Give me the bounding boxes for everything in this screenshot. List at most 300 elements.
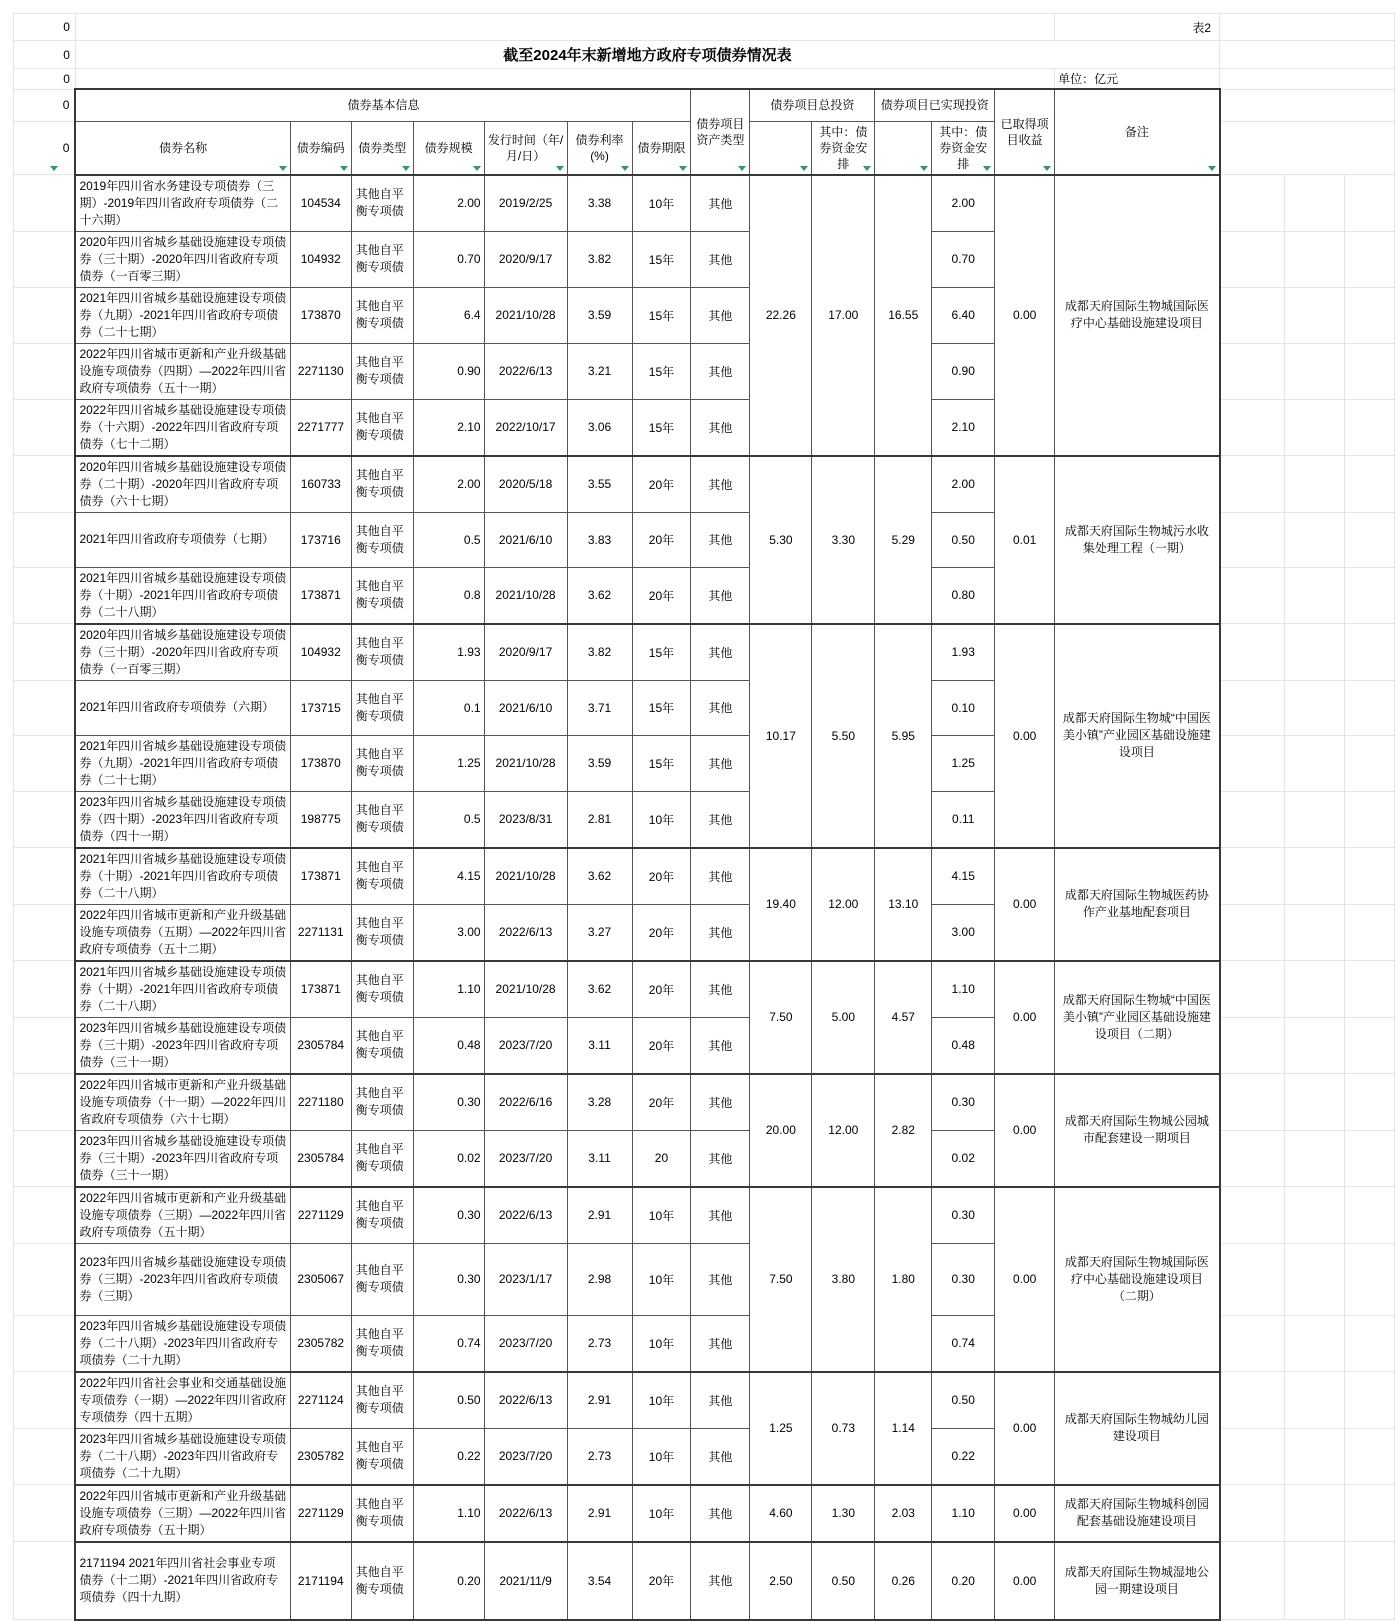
cell-issue-date[interactable]: 2019/2/25 — [484, 175, 567, 232]
cell-bond-type[interactable]: 其他自平衡专项债 — [351, 791, 413, 848]
cell-realized-bond-arrangement[interactable]: 0.50 — [932, 1372, 995, 1429]
filter-icon[interactable] — [50, 166, 58, 171]
cell-bond-rate[interactable]: 3.82 — [567, 624, 632, 681]
cell-bond-name[interactable]: 2021年四川省城乡基础设施建设专项债券（十期）-2021年四川省政府专项债券（二十八期） — [75, 567, 290, 624]
filter-icon[interactable] — [738, 166, 746, 171]
cell-bond-type[interactable]: 其他自平衡专项债 — [351, 624, 413, 681]
cell-total-bond-arrangement[interactable]: 12.00 — [812, 1074, 875, 1187]
cell-bond-term[interactable]: 10年 — [632, 791, 691, 848]
cell-realized-bond-arrangement[interactable]: 1.10 — [932, 961, 995, 1018]
cell-bond-name[interactable]: 2023年四川省城乡基础设施建设专项债券（二十八期）-2023年四川省政府专项债券（二十九期） — [75, 1315, 290, 1372]
cell-bond-scale[interactable]: 0.30 — [413, 1243, 484, 1315]
cell-bond-name[interactable]: 2019年四川省水务建设专项债券（三期）-2019年四川省政府专项债券（二十六期） — [75, 175, 290, 232]
cell-bond-rate[interactable]: 3.71 — [567, 680, 632, 735]
cell-asset-type[interactable]: 其他 — [691, 1485, 750, 1542]
cell-bond-rate[interactable]: 3.59 — [567, 287, 632, 343]
cell-bond-rate[interactable]: 2.73 — [567, 1315, 632, 1372]
cell-bond-scale[interactable]: 2.00 — [413, 456, 484, 513]
cell-realized-bond-arrangement[interactable]: 2.10 — [932, 399, 995, 456]
filter-icon[interactable] — [800, 166, 808, 171]
cell-bond-name[interactable]: 2022年四川省社会事业和交通基础设施专项债券（一期）—2022年四川省政府专项债券（四十五期） — [75, 1372, 290, 1429]
cell-bond-code[interactable]: 2305784 — [290, 1017, 351, 1074]
cell-bond-code[interactable]: 198775 — [290, 791, 351, 848]
cell-bond-term[interactable]: 15年 — [632, 399, 691, 456]
cell-realized-investment[interactable]: 16.55 — [875, 175, 932, 456]
cell-bond-name[interactable]: 2022年四川省城市更新和产业升级基础设施专项债券（三期）—2022年四川省政府专项债券（五十期） — [75, 1187, 290, 1244]
cell-bond-name[interactable]: 2023年四川省城乡基础设施建设专项债券（二十八期）-2023年四川省政府专项债券（二十九期） — [75, 1428, 290, 1485]
cell-bond-name[interactable]: 2021年四川省政府专项债券（七期） — [75, 512, 290, 567]
cell-issue-date[interactable]: 2022/6/13 — [484, 343, 567, 399]
cell-asset-type[interactable]: 其他 — [691, 791, 750, 848]
cell-realized-bond-arrangement[interactable]: 0.48 — [932, 1017, 995, 1074]
cell-bond-code[interactable]: 173715 — [290, 680, 351, 735]
cell-total-investment[interactable]: 20.00 — [750, 1074, 812, 1187]
cell-bond-name[interactable]: 2023年四川省城乡基础设施建设专项债券（四十期）-2023年四川省政府专项债券（四十一期） — [75, 791, 290, 848]
cell-asset-type[interactable]: 其他 — [691, 1130, 750, 1187]
cell-bond-scale[interactable]: 0.1 — [413, 680, 484, 735]
cell-realized-bond-arrangement[interactable]: 0.02 — [932, 1130, 995, 1187]
cell-bond-name[interactable]: 2021年四川省政府专项债券（六期） — [75, 680, 290, 735]
filter-icon[interactable] — [621, 166, 629, 171]
cell-bond-code[interactable]: 2271129 — [290, 1485, 351, 1542]
cell-asset-type[interactable]: 其他 — [691, 175, 750, 232]
cell-realized-investment[interactable]: 5.29 — [875, 456, 932, 624]
cell-total-bond-arrangement[interactable]: 12.00 — [812, 848, 875, 961]
cell-bond-term[interactable]: 15年 — [632, 231, 691, 287]
cell-bond-type[interactable]: 其他自平衡专项债 — [351, 961, 413, 1018]
cell-realized-bond-arrangement[interactable]: 1.93 — [932, 624, 995, 681]
cell-bond-name[interactable]: 2022年四川省城市更新和产业升级基础设施专项债券（三期）—2022年四川省政府专项债券（五十期） — [75, 1485, 290, 1542]
table-row — [14, 624, 1395, 681]
cell-remark[interactable]: 成都天府国际生物城公园城市配套建设一期项目 — [1055, 1074, 1220, 1187]
cell-realized-investment[interactable]: 2.82 — [875, 1074, 932, 1187]
cell-asset-type[interactable]: 其他 — [691, 1243, 750, 1315]
cell-bond-type[interactable]: 其他自平衡专项债 — [351, 1130, 413, 1187]
grid-cell-right — [1344, 904, 1394, 961]
cell-bond-type[interactable]: 其他自平衡专项债 — [351, 567, 413, 624]
cell-realized-bond-arrangement[interactable]: 0.11 — [932, 791, 995, 848]
cell-bond-rate[interactable]: 3.28 — [567, 1074, 632, 1131]
cell-bond-name[interactable]: 2022年四川省城乡基础设施建设专项债券（十六期）-2022年四川省政府专项债券（七十二期） — [75, 399, 290, 456]
cell-bond-scale[interactable]: 0.22 — [413, 1428, 484, 1485]
cell-bond-type[interactable]: 其他自平衡专项债 — [351, 287, 413, 343]
cell-bond-scale[interactable]: 0.5 — [413, 791, 484, 848]
cell-issue-date[interactable]: 2022/6/13 — [484, 1485, 567, 1542]
cell-bond-scale[interactable]: 1.93 — [413, 624, 484, 681]
cell-asset-type[interactable]: 其他 — [691, 680, 750, 735]
cell-bond-type[interactable]: 其他自平衡专项债 — [351, 1243, 413, 1315]
cell-asset-type[interactable]: 其他 — [691, 1187, 750, 1244]
cell-bond-code[interactable]: 2305782 — [290, 1315, 351, 1372]
cell-realized-bond-arrangement[interactable]: 3.00 — [932, 904, 995, 961]
cell-asset-type[interactable]: 其他 — [691, 231, 750, 287]
cell-bond-code[interactable]: 173716 — [290, 512, 351, 567]
cell-issue-date[interactable]: 2023/7/20 — [484, 1130, 567, 1187]
cell-bond-rate[interactable]: 2.91 — [567, 1372, 632, 1429]
cell-issue-date[interactable]: 2022/6/13 — [484, 904, 567, 961]
cell-bond-name[interactable]: 2022年四川省城市更新和产业升级基础设施专项债券（五期）—2022年四川省政府专项债券（五十二期） — [75, 904, 290, 961]
cell-bond-code[interactable]: 2171194 — [290, 1542, 351, 1620]
cell-bond-name[interactable]: 2022年四川省城市更新和产业升级基础设施专项债券（四期）—2022年四川省政府专项债券（五十一期） — [75, 343, 290, 399]
cell-bond-name[interactable]: 2023年四川省城乡基础设施建设专项债券（三期）-2023年四川省政府专项债券（三期） — [75, 1243, 290, 1315]
cell-issue-date[interactable]: 2022/6/13 — [484, 1372, 567, 1429]
cell-bond-scale[interactable]: 1.25 — [413, 735, 484, 791]
cell-realized-bond-arrangement[interactable]: 1.25 — [932, 735, 995, 791]
cell-bond-term[interactable]: 20年 — [632, 567, 691, 624]
cell-realized-bond-arrangement[interactable]: 0.70 — [932, 231, 995, 287]
cell-total-bond-arrangement[interactable]: 0.73 — [812, 1372, 875, 1485]
cell-bond-term[interactable]: 20年 — [632, 1017, 691, 1074]
cell-realized-investment[interactable]: 1.80 — [875, 1187, 932, 1372]
cell-issue-date[interactable]: 2022/6/13 — [484, 1187, 567, 1244]
filter-icon[interactable] — [679, 166, 687, 171]
cell-issue-date[interactable]: 2021/10/28 — [484, 961, 567, 1018]
cell-total-investment[interactable]: 10.17 — [750, 624, 812, 848]
cell-realized-bond-arrangement[interactable]: 0.10 — [932, 680, 995, 735]
cell-total-investment[interactable]: 19.40 — [750, 848, 812, 961]
cell-bond-scale[interactable]: 2.00 — [413, 175, 484, 232]
cell-asset-type[interactable]: 其他 — [691, 456, 750, 513]
cell-total-investment[interactable]: 1.25 — [750, 1372, 812, 1485]
filter-icon[interactable] — [556, 166, 564, 171]
cell-asset-type[interactable]: 其他 — [691, 1017, 750, 1074]
cell-project-income[interactable]: 0.00 — [995, 848, 1055, 961]
cell-bond-scale[interactable]: 2.10 — [413, 399, 484, 456]
cell-total-bond-arrangement[interactable]: 5.50 — [812, 624, 875, 848]
cell-bond-term[interactable]: 20年 — [632, 1074, 691, 1131]
cell-bond-code[interactable]: 2271131 — [290, 904, 351, 961]
cell-bond-scale[interactable]: 0.30 — [413, 1074, 484, 1131]
cell-project-income[interactable]: 0.00 — [995, 961, 1055, 1074]
cell-total-investment[interactable]: 4.60 — [750, 1485, 812, 1542]
cell-bond-type[interactable]: 其他自平衡专项债 — [351, 399, 413, 456]
filter-icon[interactable] — [1043, 166, 1051, 171]
cell-issue-date[interactable]: 2023/1/17 — [484, 1243, 567, 1315]
cell-bond-type[interactable]: 其他自平衡专项债 — [351, 1485, 413, 1542]
cell-realized-bond-arrangement[interactable]: 6.40 — [932, 287, 995, 343]
cell-bond-term[interactable]: 10年 — [632, 1243, 691, 1315]
cell-bond-type[interactable]: 其他自平衡专项债 — [351, 680, 413, 735]
cell-total-bond-arrangement[interactable]: 0.50 — [812, 1542, 875, 1620]
cell-bond-term[interactable]: 10年 — [632, 175, 691, 232]
cell-issue-date[interactable]: 2023/8/31 — [484, 791, 567, 848]
cell-realized-bond-arrangement[interactable]: 2.00 — [932, 175, 995, 232]
cell-bond-type[interactable]: 其他自平衡专项债 — [351, 1372, 413, 1429]
cell-bond-scale[interactable]: 0.5 — [413, 512, 484, 567]
cell-asset-type[interactable]: 其他 — [691, 567, 750, 624]
cell-bond-name[interactable]: 2020年四川省城乡基础设施建设专项债券（三十期）-2020年四川省政府专项债券（一百零三期） — [75, 231, 290, 287]
cell-bond-type[interactable]: 其他自平衡专项债 — [351, 848, 413, 905]
cell-total-investment[interactable]: 7.50 — [750, 1187, 812, 1372]
cell-bond-rate[interactable]: 3.06 — [567, 399, 632, 456]
cell-bond-code[interactable]: 2305782 — [290, 1428, 351, 1485]
cell-issue-date[interactable]: 2023/7/20 — [484, 1017, 567, 1074]
cell-issue-date[interactable]: 2021/10/28 — [484, 848, 567, 905]
cell-project-income[interactable]: 0.01 — [995, 456, 1055, 624]
cell-bond-code[interactable]: 2271180 — [290, 1074, 351, 1131]
cell-project-income[interactable]: 0.00 — [995, 1485, 1055, 1542]
cell-bond-term[interactable]: 20年 — [632, 848, 691, 905]
cell-bond-code[interactable]: 2305784 — [290, 1130, 351, 1187]
cell-asset-type[interactable]: 其他 — [691, 1372, 750, 1429]
cell-bond-code[interactable]: 104932 — [290, 624, 351, 681]
cell-bond-type[interactable]: 其他自平衡专项债 — [351, 231, 413, 287]
cell-bond-rate[interactable]: 3.55 — [567, 456, 632, 513]
cell-remark[interactable]: 成都天府国际生物城“中国医美小镇”产业园区基础设施建设项目 — [1055, 624, 1220, 848]
cell-total-investment[interactable]: 22.26 — [750, 175, 812, 456]
cell-asset-type[interactable]: 其他 — [691, 343, 750, 399]
grid-cell-left — [14, 1187, 76, 1244]
cell-remark[interactable]: 成都天府国际生物城幼儿园建设项目 — [1055, 1372, 1220, 1485]
cell-bond-scale[interactable]: 0.30 — [413, 1187, 484, 1244]
cell-realized-bond-arrangement[interactable]: 0.30 — [932, 1074, 995, 1131]
cell-realized-investment[interactable]: 5.95 — [875, 624, 932, 848]
filter-icon[interactable] — [863, 166, 871, 171]
cell-realized-investment[interactable]: 2.03 — [875, 1485, 932, 1542]
cell-bond-term[interactable]: 15年 — [632, 343, 691, 399]
cell-bond-code[interactable]: 160733 — [290, 456, 351, 513]
cell-bond-scale[interactable]: 3.00 — [413, 904, 484, 961]
cell-bond-rate[interactable]: 2.91 — [567, 1485, 632, 1542]
cell-asset-type[interactable]: 其他 — [691, 735, 750, 791]
cell-issue-date[interactable]: 2021/11/9 — [484, 1542, 567, 1620]
cell-issue-date[interactable]: 2022/6/16 — [484, 1074, 567, 1131]
cell-bond-rate[interactable]: 3.38 — [567, 175, 632, 232]
cell-realized-investment[interactable]: 13.10 — [875, 848, 932, 961]
cell-bond-term[interactable]: 10年 — [632, 1372, 691, 1429]
grid-cell-right — [1344, 567, 1394, 624]
cell-bond-scale[interactable]: 0.74 — [413, 1315, 484, 1372]
cell-project-income[interactable]: 0.00 — [995, 1187, 1055, 1372]
cell-total-bond-arrangement[interactable]: 3.80 — [812, 1187, 875, 1372]
cell-bond-term[interactable]: 15年 — [632, 624, 691, 681]
cell-project-income[interactable]: 0.00 — [995, 1542, 1055, 1620]
cell-remark[interactable]: 成都天府国际生物城国际医疗中心基础设施建设项目 — [1055, 175, 1220, 456]
cell-bond-code[interactable]: 173870 — [290, 735, 351, 791]
cell-bond-type[interactable]: 其他自平衡专项债 — [351, 343, 413, 399]
cell-bond-rate[interactable]: 3.82 — [567, 231, 632, 287]
cell-bond-name[interactable]: 2021年四川省城乡基础设施建设专项债券（十期）-2021年四川省政府专项债券（二十八期） — [75, 961, 290, 1018]
filter-icon[interactable] — [983, 166, 991, 171]
cell-issue-date[interactable]: 2022/10/17 — [484, 399, 567, 456]
cell-project-income[interactable]: 0.00 — [995, 624, 1055, 848]
cell-bond-rate[interactable]: 2.73 — [567, 1428, 632, 1485]
cell-bond-scale[interactable]: 0.90 — [413, 343, 484, 399]
cell-asset-type[interactable]: 其他 — [691, 1428, 750, 1485]
cell-remark[interactable]: 成都天府国际生物城湿地公园一期建设项目 — [1055, 1542, 1220, 1620]
cell-bond-name[interactable]: 2021年四川省城乡基础设施建设专项债券（九期）-2021年四川省政府专项债券（二十七期） — [75, 287, 290, 343]
grid-cell-left — [14, 624, 76, 681]
cell-realized-bond-arrangement[interactable]: 0.90 — [932, 343, 995, 399]
cell-bond-rate[interactable]: 3.62 — [567, 961, 632, 1018]
cell-asset-type[interactable]: 其他 — [691, 1315, 750, 1372]
cell-realized-investment[interactable]: 0.26 — [875, 1542, 932, 1620]
cell-issue-date[interactable]: 2023/7/20 — [484, 1428, 567, 1485]
cell-bond-scale[interactable]: 1.10 — [413, 961, 484, 1018]
cell-asset-type[interactable]: 其他 — [691, 1074, 750, 1131]
cell-bond-name[interactable]: 2023年四川省城乡基础设施建设专项债券（三十期）-2023年四川省政府专项债券（三十一期） — [75, 1017, 290, 1074]
filter-icon[interactable] — [920, 166, 928, 171]
cell-total-investment[interactable]: 7.50 — [750, 961, 812, 1074]
cell-realized-bond-arrangement[interactable]: 0.30 — [932, 1187, 995, 1244]
cell-bond-term[interactable]: 20年 — [632, 512, 691, 567]
cell-asset-type[interactable]: 其他 — [691, 848, 750, 905]
cell-realized-bond-arrangement[interactable]: 4.15 — [932, 848, 995, 905]
cell-asset-type[interactable]: 其他 — [691, 399, 750, 456]
filter-icon[interactable] — [402, 166, 410, 171]
cell-remark[interactable]: 成都天府国际生物城污水收集处理工程（一期） — [1055, 456, 1220, 624]
cell-bond-term[interactable]: 10年 — [632, 1428, 691, 1485]
cell-bond-rate[interactable]: 3.59 — [567, 735, 632, 791]
cell-bond-term[interactable]: 15年 — [632, 287, 691, 343]
cell-asset-type[interactable]: 其他 — [691, 287, 750, 343]
cell-asset-type[interactable]: 其他 — [691, 624, 750, 681]
cell-realized-bond-arrangement[interactable]: 2.00 — [932, 456, 995, 513]
cell-total-bond-arrangement[interactable]: 3.30 — [812, 456, 875, 624]
cell-bond-type[interactable]: 其他自平衡专项债 — [351, 1428, 413, 1485]
cell-bond-term[interactable]: 20年 — [632, 1542, 691, 1620]
cell-bond-scale[interactable]: 0.48 — [413, 1017, 484, 1074]
cell-bond-name[interactable]: 2020年四川省城乡基础设施建设专项债券（三十期）-2020年四川省政府专项债券（一百零三期） — [75, 624, 290, 681]
cell-bond-rate[interactable]: 3.54 — [567, 1542, 632, 1620]
cell-bond-scale[interactable]: 0.70 — [413, 231, 484, 287]
cell-bond-type[interactable]: 其他自平衡专项债 — [351, 175, 413, 232]
cell-realized-bond-arrangement[interactable]: 0.74 — [932, 1315, 995, 1372]
cell-bond-term[interactable]: 20年 — [632, 904, 691, 961]
cell-bond-type[interactable]: 其他自平衡专项债 — [351, 1315, 413, 1372]
cell-bond-name[interactable]: 2021年四川省城乡基础设施建设专项债券（十期）-2021年四川省政府专项债券（二十八期） — [75, 848, 290, 905]
cell-asset-type[interactable]: 其他 — [691, 961, 750, 1018]
cell-remark[interactable]: 成都天府国际生物城医药协作产业基地配套项目 — [1055, 848, 1220, 961]
cell-realized-bond-arrangement[interactable]: 0.30 — [932, 1243, 995, 1315]
filter-icon[interactable] — [1208, 166, 1216, 171]
grid-cell-right — [1344, 399, 1394, 456]
cell-bond-rate[interactable]: 3.11 — [567, 1017, 632, 1074]
cell-issue-date[interactable]: 2021/10/28 — [484, 287, 567, 343]
cell-bond-code[interactable]: 173871 — [290, 567, 351, 624]
cell-total-investment[interactable]: 5.30 — [750, 456, 812, 624]
cell-remark[interactable]: 成都天府国际生物城“中国医美小镇”产业园区基础设施建设项目（二期） — [1055, 961, 1220, 1074]
cell-issue-date[interactable]: 2020/9/17 — [484, 624, 567, 681]
filter-icon[interactable] — [473, 166, 481, 171]
cell-issue-date[interactable]: 2021/6/10 — [484, 512, 567, 567]
cell-issue-date[interactable]: 2020/9/17 — [484, 231, 567, 287]
cell-bond-scale[interactable]: 0.8 — [413, 567, 484, 624]
cell-bond-type[interactable]: 其他自平衡专项债 — [351, 456, 413, 513]
cell-realized-investment[interactable]: 1.14 — [875, 1372, 932, 1485]
cell-realized-bond-arrangement[interactable]: 1.10 — [932, 1485, 995, 1542]
cell-bond-scale[interactable]: 1.10 — [413, 1485, 484, 1542]
cell-bond-name[interactable]: 2022年四川省城市更新和产业升级基础设施专项债券（十一期）—2022年四川省政府专项债券（六十七期） — [75, 1074, 290, 1131]
cell-bond-type[interactable]: 其他自平衡专项债 — [351, 904, 413, 961]
cell-bond-term[interactable]: 10年 — [632, 1187, 691, 1244]
cell-total-bond-arrangement[interactable]: 5.00 — [812, 961, 875, 1074]
cell-bond-scale[interactable]: 0.02 — [413, 1130, 484, 1187]
cell-bond-term[interactable]: 20年 — [632, 456, 691, 513]
cell-bond-code[interactable]: 104932 — [290, 231, 351, 287]
cell-bond-scale[interactable]: 0.20 — [413, 1542, 484, 1620]
grid-cell-left — [14, 904, 76, 961]
cell-project-income[interactable]: 0.00 — [995, 1074, 1055, 1187]
cell-realized-bond-arrangement[interactable]: 0.22 — [932, 1428, 995, 1485]
cell-bond-type[interactable]: 其他自平衡专项债 — [351, 1187, 413, 1244]
cell-total-bond-arrangement[interactable]: 17.00 — [812, 175, 875, 456]
cell-bond-type[interactable]: 其他自平衡专项债 — [351, 735, 413, 791]
grid-cell-right — [1220, 343, 1285, 399]
cell-bond-type[interactable]: 其他自平衡专项债 — [351, 1542, 413, 1620]
cell-bond-name[interactable]: 2023年四川省城乡基础设施建设专项债券（三十期）-2023年四川省政府专项债券（三十一期） — [75, 1130, 290, 1187]
cell-bond-rate[interactable]: 2.98 — [567, 1243, 632, 1315]
cell-bond-scale[interactable]: 6.4 — [413, 287, 484, 343]
cell-bond-rate[interactable]: 3.11 — [567, 1130, 632, 1187]
cell-bond-code[interactable]: 2271129 — [290, 1187, 351, 1244]
cell-issue-date[interactable]: 2021/6/10 — [484, 680, 567, 735]
cell-project-income[interactable]: 0.00 — [995, 1372, 1055, 1485]
cell-bond-term[interactable]: 15年 — [632, 680, 691, 735]
cell-bond-rate[interactable]: 3.62 — [567, 848, 632, 905]
grid-cell-right — [1284, 904, 1344, 961]
cell-bond-rate[interactable]: 2.91 — [567, 1187, 632, 1244]
cell-issue-date[interactable]: 2020/5/18 — [484, 456, 567, 513]
cell-asset-type[interactable]: 其他 — [691, 512, 750, 567]
cell-bond-code[interactable]: 104534 — [290, 175, 351, 232]
cell-realized-bond-arrangement[interactable]: 0.50 — [932, 512, 995, 567]
cell-bond-name[interactable]: 2021年四川省城乡基础设施建设专项债券（九期）-2021年四川省政府专项债券（二十七期） — [75, 735, 290, 791]
cell-bond-term[interactable]: 10年 — [632, 1315, 691, 1372]
cell-bond-name[interactable]: 2020年四川省城乡基础设施建设专项债券（二十期）-2020年四川省政府专项债券（六十七期） — [75, 456, 290, 513]
cell-issue-date[interactable]: 2023/7/20 — [484, 1315, 567, 1372]
cell-bond-code[interactable]: 2271124 — [290, 1372, 351, 1429]
cell-bond-rate[interactable]: 3.27 — [567, 904, 632, 961]
cell-bond-type[interactable]: 其他自平衡专项债 — [351, 1017, 413, 1074]
cell-bond-term[interactable]: 10年 — [632, 1485, 691, 1542]
cell-bond-rate[interactable]: 3.83 — [567, 512, 632, 567]
cell-issue-date[interactable]: 2021/10/28 — [484, 567, 567, 624]
cell-bond-rate[interactable]: 3.62 — [567, 567, 632, 624]
cell-bond-code[interactable]: 173870 — [290, 287, 351, 343]
cell-project-income[interactable]: 0.00 — [995, 175, 1055, 456]
grid-cell-right — [1284, 287, 1344, 343]
cell-remark[interactable]: 成都天府国际生物城科创园配套基础设施建设项目 — [1055, 1485, 1220, 1542]
cell-bond-scale[interactable]: 4.15 — [413, 848, 484, 905]
cell-bond-rate[interactable]: 2.81 — [567, 791, 632, 848]
cell-issue-date[interactable]: 2021/10/28 — [484, 735, 567, 791]
cell-realized-bond-arrangement[interactable]: 0.80 — [932, 567, 995, 624]
cell-bond-type[interactable]: 其他自平衡专项债 — [351, 512, 413, 567]
cell-bond-code[interactable]: 2305067 — [290, 1243, 351, 1315]
cell-remark[interactable]: 成都天府国际生物城国际医疗中心基础设施建设项目（二期） — [1055, 1187, 1220, 1372]
filter-icon[interactable] — [340, 166, 348, 171]
cell-asset-type[interactable]: 其他 — [691, 1542, 750, 1620]
cell-bond-term[interactable]: 15年 — [632, 735, 691, 791]
cell-bond-code[interactable]: 173871 — [290, 848, 351, 905]
cell-bond-scale[interactable]: 0.50 — [413, 1372, 484, 1429]
cell-realized-bond-arrangement[interactable]: 0.20 — [932, 1542, 995, 1620]
cell-bond-code[interactable]: 2271777 — [290, 399, 351, 456]
cell-bond-term[interactable]: 20年 — [632, 961, 691, 1018]
cell-total-investment[interactable]: 2.50 — [750, 1542, 812, 1620]
cell-bond-type[interactable]: 其他自平衡专项债 — [351, 1074, 413, 1131]
cell-bond-term[interactable]: 20 — [632, 1130, 691, 1187]
cell-bond-name[interactable]: 2171194 2021年四川省社会事业专项债券（十二期）-2021年四川省政府专项债券（四十九期） — [75, 1542, 290, 1620]
cell-bond-code[interactable]: 173871 — [290, 961, 351, 1018]
cell-bond-code[interactable]: 2271130 — [290, 343, 351, 399]
cell-bond-rate[interactable]: 3.21 — [567, 343, 632, 399]
cell-total-bond-arrangement[interactable]: 1.30 — [812, 1485, 875, 1542]
filter-icon[interactable] — [279, 166, 287, 171]
cell-realized-investment[interactable]: 4.57 — [875, 961, 932, 1074]
cell-asset-type[interactable]: 其他 — [691, 904, 750, 961]
